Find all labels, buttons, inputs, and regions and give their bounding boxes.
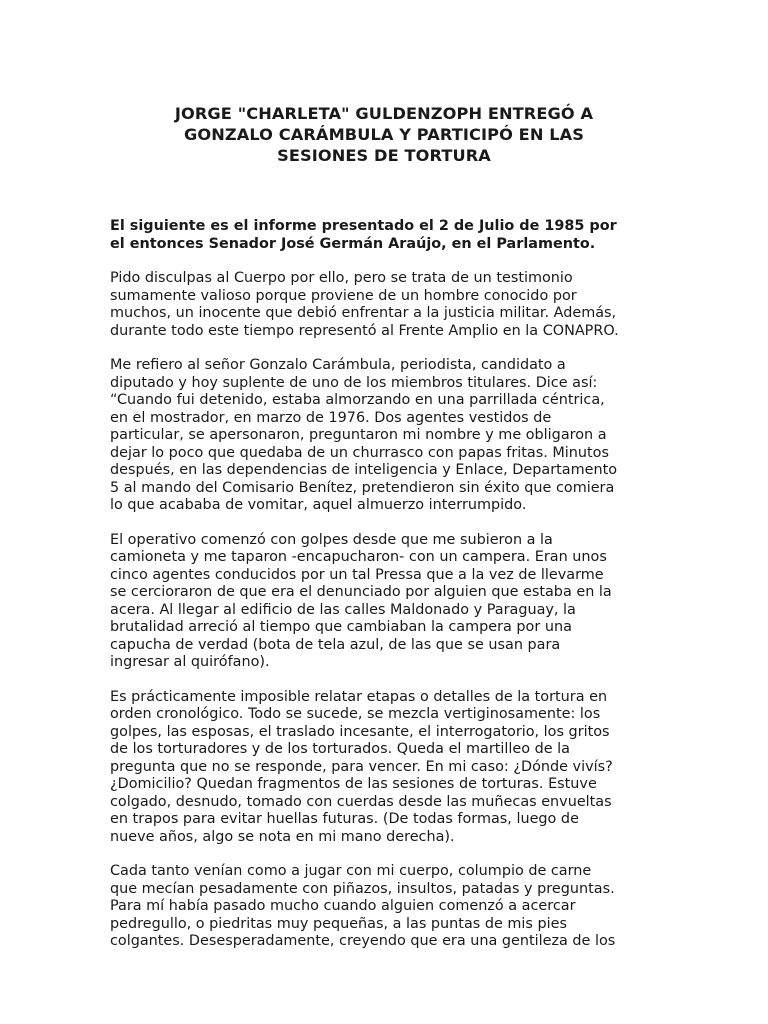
text-line: nueve años, algo se nota en mi mano derecha). bbox=[110, 828, 455, 845]
body-paragraph bbox=[110, 689, 658, 847]
text-line: particular, se apersonaron, preguntaron mi nombre y me obligaron a bbox=[110, 427, 607, 443]
text-line: pedregullo, o piedritas muy pequeñas, a las puntas de mis pies bbox=[110, 915, 567, 932]
lead-line: el entonces Senador José Germán Araújo, en el Parlamento. bbox=[110, 235, 596, 252]
text-line: dejar lo poco que quedaba de un churrasco con papas fritas. Minutos bbox=[110, 444, 609, 461]
text-line: de los torturadores y de los torturados. Queda el martilleo de la bbox=[110, 741, 570, 757]
text-line: se cercioraron de que era el denunciado por alguien que estaba en la bbox=[110, 584, 612, 600]
text-line: durante todo este tiempo representó al Frente Amplio en la CONAPRO. bbox=[110, 322, 619, 339]
text-line: después, en las dependencias de inteligencia y Enlace, Departamento bbox=[110, 462, 618, 478]
text-line: Para mí había pasado mucho cuando alguien comenzó a acercar bbox=[110, 898, 576, 914]
text-line: “Cuando fui detenido, estaba almorzando en una parrillada céntrica, bbox=[110, 392, 605, 408]
text-line: Es prácticamente imposible relatar etapas o detalles de la tortura en bbox=[110, 688, 608, 705]
text-line: Pido disculpas al Cuerpo por ello, pero se trata de un testimonio bbox=[110, 270, 573, 286]
text-line: golpes, las esposas, el traslado incesante, el interrogatorio, los gritos bbox=[110, 723, 610, 740]
text-line: en el mostrador, en marzo de 1976. Dos agentes vestidos de bbox=[110, 409, 552, 426]
text-line: El operativo comenzó con golpes desde que me subieron a la bbox=[110, 531, 553, 548]
text-line: que mecían pesadamente con piñazos, insultos, patadas y preguntas. bbox=[110, 880, 615, 897]
text-line: cinco agentes conducidos por un tal Pressa que a la vez de llevarme bbox=[110, 566, 604, 583]
body-paragraph bbox=[110, 532, 658, 672]
lead-line: El siguiente es el informe presentado el 2 de Julio de 1985 por bbox=[110, 218, 617, 234]
text-line: orden cronológico. Todo se sucede, se mezcla vertiginosamente: los bbox=[110, 706, 601, 722]
text-line: acera. Al llegar al edificio de las calles Maldonado y Paraguay, la bbox=[110, 601, 576, 618]
text-line: 5 al mando del Comisario Benítez, pretendieron sin éxito que comiera bbox=[110, 479, 615, 496]
text-line: Me refiero al señor Gonzalo Carámbula, periodista, candidato a bbox=[110, 357, 566, 373]
document-title bbox=[110, 100, 658, 166]
lead-paragraph bbox=[110, 218, 658, 253]
text-line: Cada tanto venían como a jugar con mi cuerpo, columpio de carne bbox=[110, 863, 592, 879]
text-line: en trapos para evitar huellas futuras. (De todas formas, luego de bbox=[110, 811, 579, 827]
text-line: diputado y hoy suplente de uno de los miembros titulares. Dice así: bbox=[110, 374, 598, 391]
title-line: JORGE "CHARLETA" GULDENZOPH ENTREGÓ A bbox=[174, 104, 594, 123]
body-paragraph bbox=[110, 270, 658, 340]
text-line: ingresar al quirófano). bbox=[110, 654, 270, 670]
body-paragraph bbox=[110, 863, 658, 951]
text-line: colgado, desnudo, tomado con cuerdas desde las muñecas envueltas bbox=[110, 793, 612, 810]
text-line: ¿Domicilio? Quedan fragmentos de las sesiones de torturas. Estuve bbox=[110, 776, 597, 792]
text-line: sumamente valioso porque proviene de un hombre conocido por bbox=[110, 287, 577, 304]
text-line: colgantes. Desesperadamente, creyendo que era una gentileza de los bbox=[110, 933, 616, 949]
body-paragraph bbox=[110, 357, 658, 515]
text-line: brutalidad arreció al tiempo que cambiaban la campera por una bbox=[110, 619, 572, 635]
text-line: camioneta y me taparon -encapucharon- con un campera. Eran unos bbox=[110, 549, 607, 565]
text-line: capucha de verdad (bota de tela azul, de las que se usan para bbox=[110, 636, 561, 653]
text-line: muchos, un inocente que debió enfrentar a la justicia militar. Además, bbox=[110, 305, 617, 321]
title-line: SESIONES DE TORTURA bbox=[277, 146, 491, 165]
text-line: pregunta que no se responde, para vencer. En mi caso: ¿Dónde vivís? bbox=[110, 758, 613, 775]
text-line: lo que acababa de vomitar, aquel almuerzo interrumpido. bbox=[110, 497, 527, 513]
title-line: GONZALO CARÁMBULA Y PARTICIPÓ EN LAS bbox=[183, 125, 585, 144]
